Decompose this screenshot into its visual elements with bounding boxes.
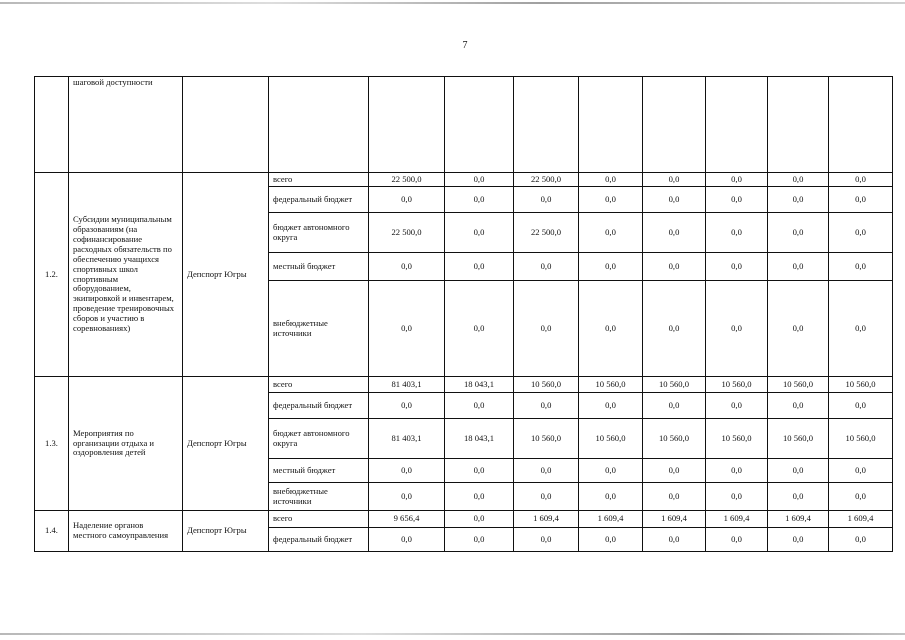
amount-cell: 10 560,0: [579, 377, 643, 393]
amount-cell: 10 560,0: [829, 419, 893, 459]
amount-cell: 0,0: [829, 173, 893, 187]
amount-cell: 0,0: [643, 393, 706, 419]
scan-edge-top: [0, 2, 905, 4]
amount-cell: 10 560,0: [514, 377, 579, 393]
amount-cell: 0,0: [643, 213, 706, 253]
amount-cell: 10 560,0: [768, 419, 829, 459]
funding-source-label: федеральный бюджет: [269, 528, 369, 552]
row-executor-cell: Депспорт Югры: [183, 377, 269, 511]
row-executor-cell: Депспорт Югры: [183, 511, 269, 552]
row-executor-cell: Депспорт Югры: [183, 173, 269, 377]
amount-cell: 0,0: [445, 173, 514, 187]
amount-cell: 0,0: [514, 393, 579, 419]
amount-cell: 0,0: [514, 528, 579, 552]
amount-cell: 0,0: [706, 528, 768, 552]
amount-cell: 0,0: [829, 213, 893, 253]
funding-source-label: всего: [269, 377, 369, 393]
amount-cell: 0,0: [369, 483, 445, 511]
amount-cell: 0,0: [706, 187, 768, 213]
amount-cell: 0,0: [643, 459, 706, 483]
amount-cell: 22 500,0: [369, 213, 445, 253]
amount-cell: 10 560,0: [706, 377, 768, 393]
amount-cell: 0,0: [369, 187, 445, 213]
amount-cell: 0,0: [579, 173, 643, 187]
amount-cell: 22 500,0: [369, 173, 445, 187]
row-number-cell: 1.3.: [35, 377, 69, 511]
amount-cell: 0,0: [829, 483, 893, 511]
amount-cell: 10 560,0: [706, 419, 768, 459]
funding-source-label: федеральный бюджет: [269, 187, 369, 213]
amount-cell: 0,0: [643, 281, 706, 377]
amount-cell: 0,0: [829, 393, 893, 419]
amount-cell: 0,0: [369, 528, 445, 552]
amount-cell: 0,0: [768, 459, 829, 483]
amount-cell: 0,0: [706, 281, 768, 377]
amount-cell: 0,0: [706, 173, 768, 187]
row-number-cell: 1.2.: [35, 173, 69, 377]
amount-cell: 0,0: [514, 281, 579, 377]
amount-cell: 10 560,0: [768, 377, 829, 393]
amount-cell: 18 043,1: [445, 419, 514, 459]
amount-cell: 0,0: [579, 393, 643, 419]
amount-cell: 0,0: [768, 483, 829, 511]
amount-cell: 0,0: [369, 281, 445, 377]
amount-cell: 1 609,4: [706, 511, 768, 528]
amount-cell: 0,0: [445, 213, 514, 253]
budget-table: [34, 76, 893, 552]
amount-cell: 0,0: [706, 253, 768, 281]
row-name-cell: шаговой доступности: [69, 77, 183, 173]
amount-cell: 0,0: [643, 253, 706, 281]
funding-source-label: всего: [269, 173, 369, 187]
amount-cell: 0,0: [829, 253, 893, 281]
amount-cell: 0,0: [579, 253, 643, 281]
amount-cell: 1 609,4: [643, 511, 706, 528]
amount-cell: 0,0: [643, 483, 706, 511]
amount-cell: 0,0: [514, 483, 579, 511]
page-number: 7: [462, 40, 468, 51]
table-row-continuation: [35, 77, 893, 173]
funding-source-label: бюджет автономного округа: [269, 419, 369, 459]
amount-cell: 81 403,1: [369, 377, 445, 393]
table-row: [35, 511, 893, 528]
amount-cell: 22 500,0: [514, 173, 579, 187]
amount-cell: 0,0: [829, 528, 893, 552]
row-name-cell: Наделение органов местного самоуправления: [69, 511, 183, 552]
amount-cell: 0,0: [445, 459, 514, 483]
funding-source-label: федеральный бюджет: [269, 393, 369, 419]
funding-source-label: внебюджетные источники: [269, 483, 369, 511]
amount-cell: 0,0: [706, 393, 768, 419]
amount-cell: 81 403,1: [369, 419, 445, 459]
row-number-cell: [35, 77, 69, 173]
amount-cell: 0,0: [514, 253, 579, 281]
amount-cell: 10 560,0: [514, 419, 579, 459]
amount-cell: 0,0: [706, 459, 768, 483]
amount-cell: 0,0: [829, 187, 893, 213]
amount-cell: 0,0: [829, 459, 893, 483]
amount-cell: 22 500,0: [514, 213, 579, 253]
amount-cell: 9 656,4: [369, 511, 445, 528]
row-name-cell: Субсидии муниципальным образованиям (на софинансирование расходных обязательств по обеспечению учащихся спортивных школ спортивным оборудованием, экипировкой и инвентарем, проведение тренировочных сборов и участию в соревнованиях): [69, 173, 183, 377]
table-row: [35, 173, 893, 187]
amount-cell: 1 609,4: [829, 511, 893, 528]
amount-cell: 0,0: [768, 187, 829, 213]
table-row: [35, 377, 893, 393]
amount-cell: 0,0: [445, 281, 514, 377]
amount-cell: 0,0: [579, 528, 643, 552]
amount-cell: 10 560,0: [829, 377, 893, 393]
amount-cell: 0,0: [514, 459, 579, 483]
amount-cell: 0,0: [768, 173, 829, 187]
amount-cell: 10 560,0: [643, 377, 706, 393]
amount-cell: 0,0: [579, 483, 643, 511]
funding-source-label: местный бюджет: [269, 459, 369, 483]
funding-source-label: местный бюджет: [269, 253, 369, 281]
scan-edge-bottom: [0, 633, 905, 635]
amount-cell: 0,0: [445, 253, 514, 281]
amount-cell: 0,0: [369, 459, 445, 483]
amount-cell: 1 609,4: [768, 511, 829, 528]
amount-cell: 18 043,1: [445, 377, 514, 393]
amount-cell: 0,0: [445, 528, 514, 552]
amount-cell: 0,0: [514, 187, 579, 213]
amount-cell: 0,0: [643, 528, 706, 552]
amount-cell: 0,0: [369, 253, 445, 281]
amount-cell: 0,0: [706, 213, 768, 253]
amount-cell: 0,0: [445, 187, 514, 213]
amount-cell: 0,0: [706, 483, 768, 511]
amount-cell: 0,0: [643, 173, 706, 187]
amount-cell: 10 560,0: [643, 419, 706, 459]
amount-cell: 0,0: [768, 213, 829, 253]
amount-cell: 0,0: [579, 459, 643, 483]
amount-cell: 0,0: [768, 528, 829, 552]
amount-cell: 0,0: [768, 253, 829, 281]
amount-cell: 0,0: [829, 281, 893, 377]
amount-cell: 0,0: [445, 483, 514, 511]
amount-cell: 0,0: [445, 511, 514, 528]
amount-cell: 0,0: [369, 393, 445, 419]
amount-cell: 0,0: [768, 393, 829, 419]
amount-cell: 10 560,0: [579, 419, 643, 459]
amount-cell: 0,0: [579, 213, 643, 253]
funding-source-label: внебюджетные источники: [269, 281, 369, 377]
funding-source-label: бюджет автономного округа: [269, 213, 369, 253]
amount-cell: 0,0: [445, 393, 514, 419]
amount-cell: 0,0: [579, 187, 643, 213]
amount-cell: 1 609,4: [514, 511, 579, 528]
amount-cell: 1 609,4: [579, 511, 643, 528]
funding-source-label: всего: [269, 511, 369, 528]
amount-cell: 0,0: [643, 187, 706, 213]
amount-cell: 0,0: [768, 281, 829, 377]
row-name-cell: Мероприятия по организации отдыха и оздоровления детей: [69, 377, 183, 511]
amount-cell: 0,0: [579, 281, 643, 377]
row-number-cell: 1.4.: [35, 511, 69, 552]
